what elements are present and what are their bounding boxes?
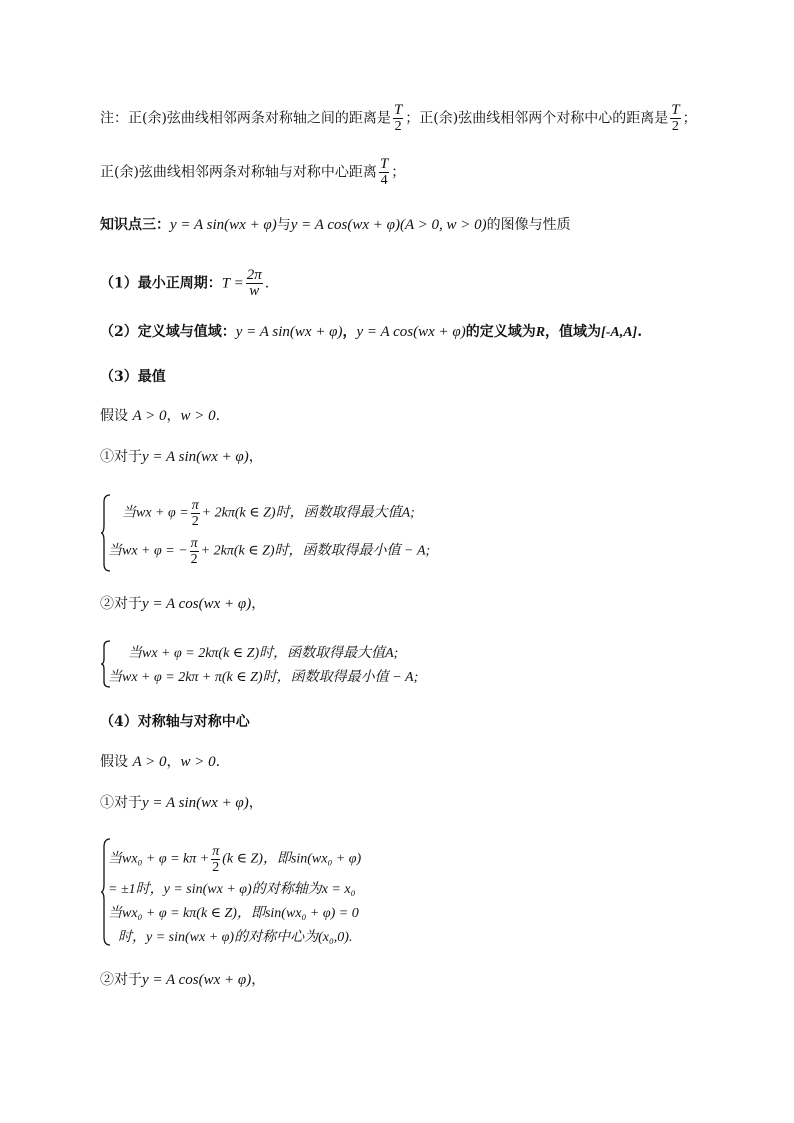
domain-formula-sin: y = A sin(wx + φ) [235, 324, 343, 340]
assume-w: w > 0 [180, 408, 216, 424]
fraction-pi-over-2: $\frac{\pi}{2}$ [191, 498, 199, 529]
sym-cos-lead-text: ②对于 [100, 972, 142, 988]
period-label: （1）最小正周期： [100, 275, 222, 292]
assume-A-2: A > 0 [132, 754, 167, 770]
fraction-T-over-4: $\frac{T}{4}$ [379, 156, 389, 188]
assume-end: . [215, 408, 221, 424]
note-end: ； [682, 110, 697, 127]
sym-sin-lead-text: ①对于 [100, 795, 142, 811]
assume-text-2: 假设 [100, 754, 128, 770]
sym-axis-row-2: = ±1时，y = sin(wx + φ)的对称轴为x = x₀ [108, 882, 356, 897]
cos-min-row: 当wx + φ = 2kπ + π(k ∈ Z)时，函数取得最小值 − A; [108, 670, 419, 685]
cos-case-lead [100, 594, 265, 614]
kp3-and: 与 [276, 217, 291, 233]
sin-min-lhs: 当wx + φ = − [108, 543, 188, 559]
sym-center-row-1: 当wx₀ + φ = kπ(k ∈ Z)，即sin(wx₀ + φ) = 0 [108, 906, 359, 921]
kp3-tail: 的图像与性质 [486, 217, 571, 233]
sin-comma: ， [248, 449, 263, 465]
sym-cos-comma: ， [251, 972, 266, 988]
assume-sep: ， [166, 408, 181, 424]
sym-sin-cases [100, 838, 520, 948]
fraction-T-over-2-b: $\frac{T}{2}$ [671, 102, 680, 134]
assume-A: A > 0 [132, 408, 167, 424]
sin-min-row [108, 536, 430, 567]
kp3-label: 知识点三： [100, 217, 170, 233]
sin-max-lhs: 当wx + φ = [122, 505, 189, 521]
sym-sin-lead [100, 793, 263, 813]
sin-lead-text: ①对于 [100, 449, 142, 465]
sym-axis-lhs: 当wx₀ + φ = kπ + [108, 851, 210, 867]
sym-axis-row-1 [108, 844, 361, 875]
range-value: [-A,A] [601, 325, 638, 340]
kp3-formula-sin: y = A sin(wx + φ) [170, 217, 277, 233]
sym-sin-comma: ， [248, 795, 263, 811]
fraction-pi-over-2-b: $\frac{\pi}{2}$ [190, 536, 198, 567]
sin-min-rhs: + 2kπ(k ∈ Z)时，函数取得最小值 − A; [200, 543, 431, 559]
cos-formula: y = A cos(wx + φ) [142, 596, 252, 612]
section-extremes: （3）最值 [100, 369, 166, 385]
cos-max-row: 当wx + φ = 2kπ(k ∈ Z)时，函数取得最大值A; [128, 646, 399, 661]
domain-label: （2）定义域与值域： [100, 324, 236, 340]
assumption-1 [100, 406, 220, 426]
cos-extreme-cases [100, 640, 500, 688]
domain-comma: ， [342, 324, 357, 340]
sym-sin-formula: y = A sin(wx + φ) [142, 795, 249, 811]
sym-center-row-2: 时，y = sin(wx + φ)的对称中心为(x₀,0). [118, 930, 353, 945]
period-lhs: T = [221, 275, 244, 292]
cos-lead-text: ②对于 [100, 596, 142, 612]
fraction-T-over-2: $\frac{T}{2}$ [393, 102, 403, 134]
domain-mid: 的定义域为 [465, 324, 536, 340]
period-dot: . [264, 275, 270, 292]
note-end-2: ； [391, 164, 406, 181]
assume-w-2: w > 0 [180, 754, 216, 770]
note-text-centers: ；正(余)弦曲线相邻两个对称中心的距离是 [405, 110, 669, 127]
note-line-2 [100, 157, 405, 188]
domain-end: . [637, 324, 643, 340]
domain-R: R [535, 325, 546, 340]
range-text: ，值域为 [545, 324, 602, 340]
knowledge-point-3 [100, 215, 571, 235]
sin-max-row [122, 498, 415, 529]
assume-end-2: . [215, 754, 221, 770]
sym-axis-rhs: (k ∈ Z)，即sin(wx₀ + φ) [222, 851, 362, 867]
assume-text: 假设 [100, 408, 128, 424]
sin-formula: y = A sin(wx + φ) [142, 449, 249, 465]
section-period [100, 268, 269, 299]
assume-sep-2: ， [166, 754, 181, 770]
note-text-axes: 注：正(余)弦曲线相邻两条对称轴之间的距离是 [100, 110, 391, 127]
fraction-pi-over-2-c: $\frac{\pi}{2}$ [212, 844, 220, 875]
kp3-formula-cos: y = A cos(wx + φ)(A > 0, w > 0) [290, 217, 487, 233]
sin-case-lead [100, 447, 263, 467]
sin-extreme-cases [100, 494, 520, 574]
note-line-1 [100, 103, 697, 134]
section-domain-range [100, 322, 642, 343]
sym-cos-formula: y = A cos(wx + φ) [142, 972, 252, 988]
cos-comma: ， [251, 596, 266, 612]
domain-formula-cos: y = A cos(wx + φ) [356, 324, 466, 340]
note-text-axis-center: 正(余)弦曲线相邻两条对称轴与对称中心距离 [100, 164, 377, 181]
fraction-2pi-over-w: $\frac{2\pi}{w}$ [246, 267, 262, 299]
sin-max-rhs: + 2kπ(k ∈ Z)时，函数取得最大值A; [201, 505, 415, 521]
section-symmetry: （4）对称轴与对称中心 [100, 714, 250, 730]
sym-cos-lead [100, 970, 265, 990]
assumption-2 [100, 752, 220, 772]
